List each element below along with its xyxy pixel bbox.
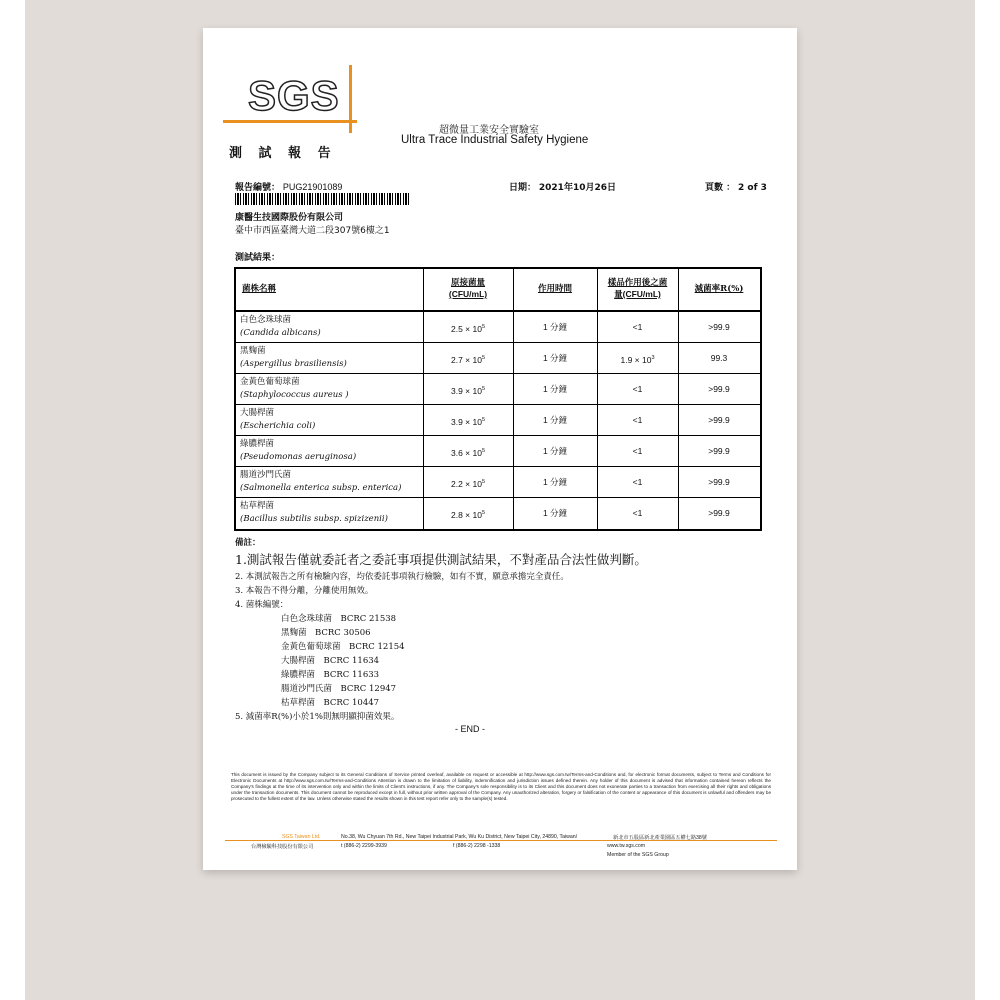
- strain-name-cell: [236, 374, 423, 405]
- strain-code: 大腸桿菌 BCRC 11634: [281, 656, 380, 666]
- header-initial-unit: (CFU/mL): [448, 289, 488, 299]
- reduction-rate-cell: [678, 343, 760, 374]
- reduction-rate-cell: [678, 498, 760, 529]
- reduction-rate-cell-value: >99.9: [708, 415, 730, 425]
- note-5: 5. 減菌率R(%)小於1%則無明顯抑菌效果。: [235, 712, 400, 722]
- header-initial-label: 原接菌量: [450, 278, 485, 288]
- header-time: [513, 269, 597, 310]
- initial-count-cell: [423, 498, 513, 529]
- strain-name-cell: [236, 312, 423, 343]
- contact-time-cell: [513, 467, 597, 498]
- initial-count-cell-value: 2.5 × 10: [450, 323, 482, 334]
- reduction-rate-cell: [678, 374, 760, 405]
- header-after-label: 樣品作用後之菌: [607, 278, 668, 288]
- logo-orange-horizontal-line: [223, 120, 357, 123]
- initial-count-cell: [423, 343, 513, 374]
- header-strain-label: 菌株名稱: [242, 284, 277, 294]
- note-4: 4. 菌株編號：: [235, 600, 289, 610]
- after-count-cell: [597, 405, 678, 436]
- initial-count-cell-exponent: 5: [481, 479, 486, 485]
- reduction-rate-cell-value: >99.9: [708, 477, 730, 487]
- footer-member: Member of the SGS Group: [607, 852, 669, 858]
- initial-count-cell-value: 3.9 × 10: [450, 416, 482, 427]
- contact-time-cell: [513, 405, 597, 436]
- strain-code: 金黃色葡萄球菌 BCRC 12154: [281, 642, 405, 652]
- footer-address: No.38, Wu Chyuan 7th Rd., New Taipei Industrial Park, Wu Ku District, New Taipei City, 24890, Taiwan/: [341, 834, 578, 840]
- reduction-rate-cell-value: >99.9: [708, 508, 730, 518]
- initial-count-cell-value: 3.6 × 10: [450, 447, 482, 458]
- footer-fax: f (886-2) 2298 -1338: [453, 843, 501, 849]
- contact-time-cell-value: 1 分鐘: [542, 446, 568, 456]
- reduction-rate-cell: [678, 467, 760, 498]
- initial-count-cell-exponent: 5: [481, 324, 486, 330]
- test-report-document: [203, 28, 797, 870]
- initial-count-cell: [423, 467, 513, 498]
- strain-name-cn: 黑麴菌: [240, 346, 266, 356]
- reduction-rate-cell: [678, 312, 760, 343]
- initial-count-cell-exponent: 5: [481, 355, 486, 361]
- strain-name-latin: (Escherichia coli): [240, 421, 316, 431]
- initial-count-cell-value: 2.7 × 10: [450, 354, 482, 365]
- page-number-label: 頁數 ：: [705, 183, 736, 193]
- contact-time-cell-value: 1 分鐘: [542, 508, 568, 518]
- strain-name-latin: (Pseudomonas aeruginosa): [240, 452, 357, 462]
- header-after: [597, 269, 678, 310]
- company-address: 臺中市西區臺灣大道二段307號6樓之1: [235, 226, 390, 236]
- after-count-cell: [597, 312, 678, 343]
- initial-count-cell-exponent: 5: [481, 510, 486, 516]
- report-number-label: 報告編號：: [235, 183, 281, 193]
- after-count-cell-value: <1: [632, 322, 643, 332]
- reduction-rate-cell: [678, 405, 760, 436]
- header-rate: [678, 269, 760, 310]
- after-count-cell: [597, 498, 678, 529]
- initial-count-cell-value: 3.9 × 10: [450, 385, 482, 396]
- strain-name-latin: (Salmonella enterica subsp. enterica): [240, 483, 402, 493]
- strain-name-cn: 大腸桿菌: [240, 408, 275, 418]
- after-count-cell: [597, 374, 678, 405]
- strain-name-cell: [236, 467, 423, 498]
- after-count-cell: [597, 467, 678, 498]
- initial-count-cell: [423, 436, 513, 467]
- footer-address-cn: 新北市五股區新北產業園區五權七路38號: [613, 835, 707, 841]
- header-rate-label: 減菌率R(%): [694, 284, 744, 294]
- strain-name-cell: [236, 405, 423, 436]
- strain-name-cell: [236, 436, 423, 467]
- strain-name-cell: [236, 343, 423, 374]
- company-name: 康醫生技國際股份有限公司: [235, 213, 344, 223]
- strain-code: 白色念珠球菌 BCRC 21538: [281, 614, 397, 624]
- contact-time-cell: [513, 312, 597, 343]
- strain-name-latin: (Candida albicans): [240, 328, 321, 338]
- after-count-cell-value: <1: [632, 384, 643, 394]
- header-time-label: 作用時間: [537, 284, 572, 294]
- strain-code: 綠膿桿菌 BCRC 11633: [281, 670, 380, 680]
- contact-time-cell-value: 1 分鐘: [542, 322, 568, 332]
- note-2: 2. 本測試報告之所有檢驗內容，均依委託事項執行檢驗，如有不實，願意承擔完全責任。: [235, 572, 569, 582]
- contact-time-cell-value: 1 分鐘: [542, 353, 568, 363]
- strain-name-cn: 綠膿桿菌: [240, 439, 275, 449]
- results-table: [234, 267, 762, 531]
- after-count-cell-value: <1: [632, 415, 643, 425]
- footer-tel: t (886-2) 2299-3939: [341, 843, 387, 849]
- after-count-cell-value: <1: [632, 477, 643, 487]
- contact-time-cell: [513, 374, 597, 405]
- logo-text: SGS: [248, 72, 340, 119]
- legal-disclaimer: This document is issued by the Company subject to its General Conditions of Service printed overleaf, available on request or accessible at http://www.sgs.com.tw/Terms-and-Conditions and, for electronic format documents, subject to Terms and Conditions for Electronic Documents at http://www.sgs.com.tw/Terms-and-Conditions Attention is drawn to the limitation of liability, indemnification and jurisdiction issues defined therein. Any holder of this document is advised that information contained hereon reflects the Company's findings at the time of its intervention only and within the limits of Client's instructions, if any. The Company's sole responsibility is to its Client and this document does not exonerate parties to a transaction from exercising all their rights and obligations under the transaction documents. This document cannot be reproduced except in full, without prior written approval of the Company. Any unauthorized alteration, forgery or falsification of the content or appearance of this document is unlawful and offenders may be prosecuted to the fullest extent of the law. Unless otherwise stated the results shown in this test report refer only to the sample(s) tested.: [231, 772, 771, 801]
- initial-count-cell-exponent: 5: [481, 448, 486, 454]
- strain-code: 枯草桿菌 BCRC 10447: [281, 698, 380, 708]
- note-3: 3. 本報告不得分離，分離使用無效。: [235, 586, 374, 596]
- lab-name-chinese: 超微量工業安全實驗室: [439, 125, 539, 136]
- contact-time-cell-value: 1 分鐘: [542, 477, 568, 487]
- contact-time-cell-value: 1 分鐘: [542, 415, 568, 425]
- notes-label: 備註：: [235, 538, 261, 548]
- strain-code: 黑麴菌 BCRC 30506: [281, 628, 371, 638]
- after-count-cell-value: 1.9 × 10: [620, 354, 652, 365]
- initial-count-cell-value: 2.2 × 10: [450, 478, 482, 489]
- report-number-value: PUG21901089: [282, 182, 343, 192]
- after-count-cell-value: <1: [632, 446, 643, 456]
- header-after-unit: 量(CFU/mL): [614, 289, 661, 299]
- initial-count-cell-exponent: 5: [481, 386, 486, 392]
- note-1: 1.測試報告僅就委託者之委託事項提供測試結果，不對產品合法性做判斷。: [235, 552, 647, 567]
- barcode: [235, 193, 410, 205]
- report-date-value: 2021年10月26日: [538, 183, 616, 193]
- after-count-cell: [597, 436, 678, 467]
- footer-web: www.tw.sgs.com: [607, 843, 646, 849]
- strain-name-cn: 金黃色葡萄球菌: [240, 377, 300, 387]
- document-title: 測 試 報 告: [229, 146, 337, 161]
- report-number: [235, 180, 342, 193]
- after-count-cell: [597, 343, 678, 374]
- strain-name-cell: [236, 498, 423, 529]
- reduction-rate-cell-value: >99.9: [708, 322, 730, 332]
- strain-name-cn: 腸道沙門氏菌: [240, 470, 292, 480]
- footer-org-cn: 台灣檢驗科技股份有限公司: [251, 844, 314, 850]
- strain-name-latin: (Aspergillus brasiliensis): [240, 359, 347, 369]
- lab-name-english: Ultra Trace Industrial Safety Hygiene: [401, 134, 589, 146]
- page-number-value: 2 of 3: [738, 183, 767, 193]
- report-date-label: 日期：: [509, 183, 537, 193]
- reduction-rate-cell-value: >99.9: [708, 384, 730, 394]
- strain-name-latin: (Bacillus subtilis subsp. spizizenii): [240, 514, 388, 524]
- after-count-cell-value: <1: [632, 508, 643, 518]
- strain-name-cn: 枯草桿菌: [240, 501, 275, 511]
- strain-name-cn: 白色念珠球菌: [240, 315, 292, 325]
- header-initial: [423, 269, 513, 310]
- report-date: [509, 180, 616, 193]
- page-number: [705, 180, 767, 193]
- initial-count-cell: [423, 374, 513, 405]
- results-section-label: 測試結果：: [235, 253, 281, 263]
- reduction-rate-cell: [678, 436, 760, 467]
- reduction-rate-cell-value: 99.3: [710, 353, 728, 363]
- contact-time-cell: [513, 498, 597, 529]
- after-count-cell-exponent: 3: [651, 355, 655, 361]
- initial-count-cell-exponent: 5: [481, 417, 486, 423]
- footer-org-en: SGS Taiwan Ltd.: [282, 834, 321, 840]
- end-marker: - END -: [455, 724, 485, 734]
- contact-time-cell: [513, 343, 597, 374]
- initial-count-cell: [423, 312, 513, 343]
- initial-count-cell-value: 2.8 × 10: [450, 509, 482, 520]
- contact-time-cell: [513, 436, 597, 467]
- reduction-rate-cell-value: >99.9: [708, 446, 730, 456]
- strain-code: 腸道沙門氏菌 BCRC 12947: [281, 684, 397, 694]
- initial-count-cell: [423, 405, 513, 436]
- strain-name-latin: (Staphylococcus aureus ): [240, 390, 349, 400]
- contact-time-cell-value: 1 分鐘: [542, 384, 568, 394]
- header-strain: [236, 269, 423, 310]
